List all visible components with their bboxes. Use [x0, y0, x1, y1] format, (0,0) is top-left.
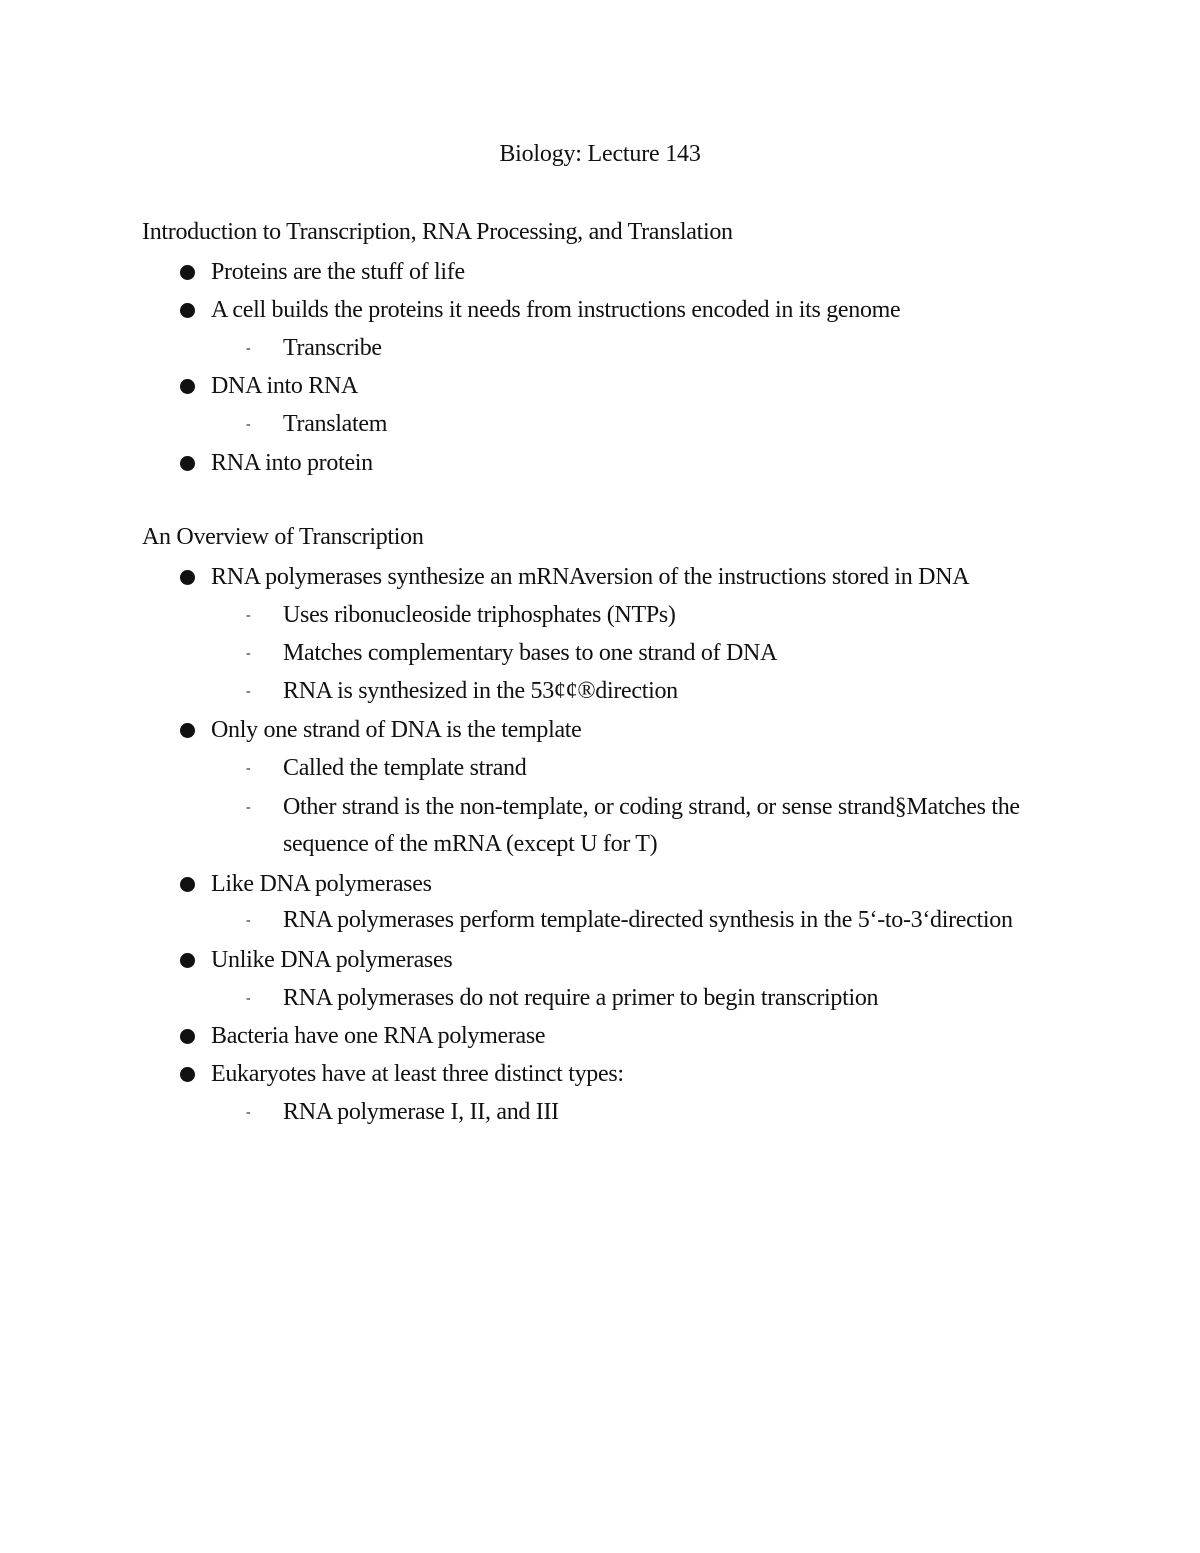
bullet-text: Bacteria have one RNA polymerase [211, 1023, 546, 1049]
sub-bullet-text: Matches complementary bases to one strand of DNA [283, 640, 778, 666]
dash-icon: - [246, 1105, 251, 1120]
dash-icon: - [246, 800, 251, 815]
dash-icon: - [246, 913, 251, 928]
bullet-icon [180, 379, 195, 394]
dash-icon: - [246, 991, 251, 1006]
sub-bullet-text: Other strand is the non-template, or coding strand, or sense strand§Matches the sequence of the mRNA (except U for T) [283, 794, 1020, 857]
sub-bullet-text: RNA polymerases do not require a primer to begin transcription [283, 985, 879, 1011]
bullet-item [180, 562, 969, 592]
bullet-text: Only one strand of DNA is the template [211, 717, 582, 743]
sub-bullet-item [246, 597, 676, 634]
sub-bullet-text: Translatem [283, 411, 388, 437]
bullet-icon [180, 265, 195, 280]
sub-bullet-text: RNA polymerase I, II, and III [283, 1099, 559, 1125]
bullet-item [180, 257, 465, 287]
bullet-icon [180, 303, 195, 318]
sub-bullet-item [246, 330, 382, 367]
bullet-item [180, 371, 358, 401]
bullet-item [180, 448, 373, 478]
bullet-text: DNA into RNA [211, 373, 359, 399]
bullet-text: Unlike DNA polymerases [211, 947, 453, 973]
sub-bullet-item [246, 980, 878, 1017]
bullet-text: Like DNA polymerases [211, 871, 432, 897]
bullet-item [180, 715, 582, 745]
dash-icon: - [246, 646, 251, 661]
sub-bullet-item [246, 902, 1013, 939]
sub-bullet-text: Transcribe [283, 335, 382, 361]
bullet-icon [180, 570, 195, 585]
bullet-icon [180, 723, 195, 738]
bullet-icon [180, 1029, 195, 1044]
bullet-text: RNA into protein [211, 450, 373, 476]
dash-icon: - [246, 417, 251, 432]
sub-bullet-item [246, 635, 777, 672]
bullet-text: A cell builds the proteins it needs from instructions encoded in its genome [211, 297, 901, 323]
bullet-icon [180, 456, 195, 471]
sub-bullet-item [246, 750, 526, 787]
bullet-text: Proteins are the stuff of life [211, 259, 465, 285]
bullet-icon [180, 1067, 195, 1082]
bullet-item [180, 1021, 545, 1051]
sub-bullet-text: Called the template strand [283, 755, 527, 781]
sub-bullet-item [246, 1094, 559, 1131]
section-heading-overview: An Overview of Transcription [142, 524, 424, 550]
bullet-item [180, 945, 452, 975]
bullet-text: RNA polymerases synthesize an mRNAversion of the instructions stored in DNA [211, 564, 970, 590]
bullet-text: Eukaryotes have at least three distinct types: [211, 1061, 624, 1087]
sub-bullet-item [246, 406, 387, 443]
bullet-icon [180, 953, 195, 968]
bullet-item [180, 295, 900, 325]
sub-bullet-item [246, 673, 678, 710]
dash-icon: - [246, 341, 251, 356]
document-title: Biology: Lecture 143 [499, 141, 701, 167]
bullet-item [180, 869, 432, 899]
sub-bullet-text: Uses ribonucleoside triphosphates (NTPs) [283, 602, 676, 628]
sub-bullet-text: RNA polymerases perform template-directed synthesis in the 5‘-to-3‘direction [283, 907, 1013, 933]
sub-bullet-text: RNA is synthesized in the 53¢¢®direction [283, 678, 678, 704]
sub-bullet-item [246, 789, 1026, 863]
section-heading-introduction: Introduction to Transcription, RNA Processing, and Translation [142, 219, 733, 245]
bullet-item [180, 1059, 624, 1089]
dash-icon: - [246, 684, 251, 699]
dash-icon: - [246, 761, 251, 776]
bullet-icon [180, 877, 195, 892]
dash-icon: - [246, 608, 251, 623]
